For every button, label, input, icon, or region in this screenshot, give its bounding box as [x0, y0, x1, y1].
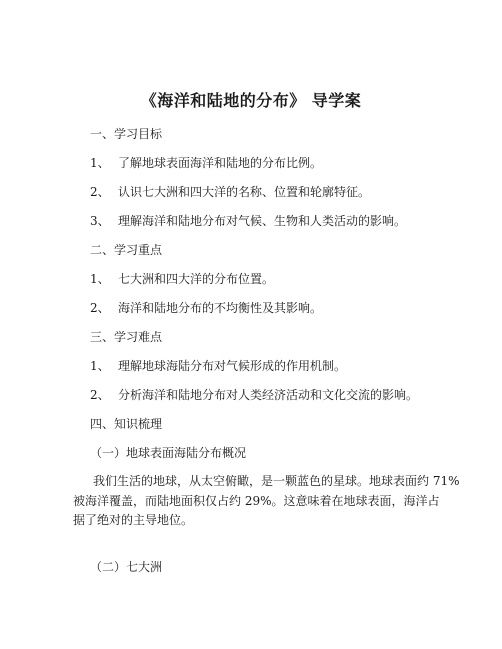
- list-item: [90, 300, 322, 316]
- list-item-text: 了解地球表面海洋和陆地的分布比例。: [118, 156, 323, 170]
- list-item-text: 理解地球海陆分布对气候形成的作用机制。: [118, 359, 347, 373]
- list-item: [90, 213, 406, 229]
- list-item-number: 1、: [90, 156, 110, 170]
- section-heading-difficulties: 三、学习难点: [90, 330, 163, 344]
- paragraph-line: 据了绝对的主导地位。: [73, 513, 194, 527]
- subsection-heading: （一）地球表面海陆分布概况: [90, 446, 247, 460]
- list-item-number: 2、: [90, 388, 110, 402]
- list-item-text: 海洋和陆地分布的不均衡性及其影响。: [118, 301, 323, 315]
- subsection-heading: （二）七大洲: [90, 560, 163, 574]
- list-item-number: 1、: [90, 359, 110, 373]
- body-paragraph: [73, 472, 460, 531]
- list-item-text: 理解海洋和陆地分布对气候、生物和人类活动的影响。: [118, 214, 407, 228]
- list-item-text: 七大洲和四大洋的分布位置。: [118, 272, 275, 286]
- list-item: [90, 358, 346, 374]
- list-item-number: 3、: [90, 214, 110, 228]
- list-item-text: 分析海洋和陆地分布对人类经济活动和文化交流的影响。: [118, 388, 419, 402]
- list-item-number: 2、: [90, 301, 110, 315]
- list-item-number: 2、: [90, 185, 110, 199]
- section-heading-key-points: 二、学习重点: [90, 243, 163, 257]
- list-item-number: 1、: [90, 272, 110, 286]
- paragraph-line: 被海洋覆盖，而陆地面积仅占约 29%。这意味着在地球表面，海洋占: [73, 493, 440, 508]
- section-heading-learning-goals: 一、学习目标: [90, 127, 163, 141]
- list-item: [90, 184, 370, 200]
- section-heading-knowledge-review: 四、知识梳理: [90, 417, 163, 431]
- list-item: [90, 155, 322, 171]
- list-item-text: 认识七大洲和四大洋的名称、位置和轮廓特征。: [118, 185, 371, 199]
- list-item: [90, 387, 418, 403]
- list-item: [90, 271, 274, 287]
- page-title: 《海洋和陆地的分布》 导学案: [140, 91, 362, 110]
- paragraph-line: 我们生活的地球，从太空俯瞰，是一颗蓝色的星球。地球表面约 71%: [93, 474, 460, 488]
